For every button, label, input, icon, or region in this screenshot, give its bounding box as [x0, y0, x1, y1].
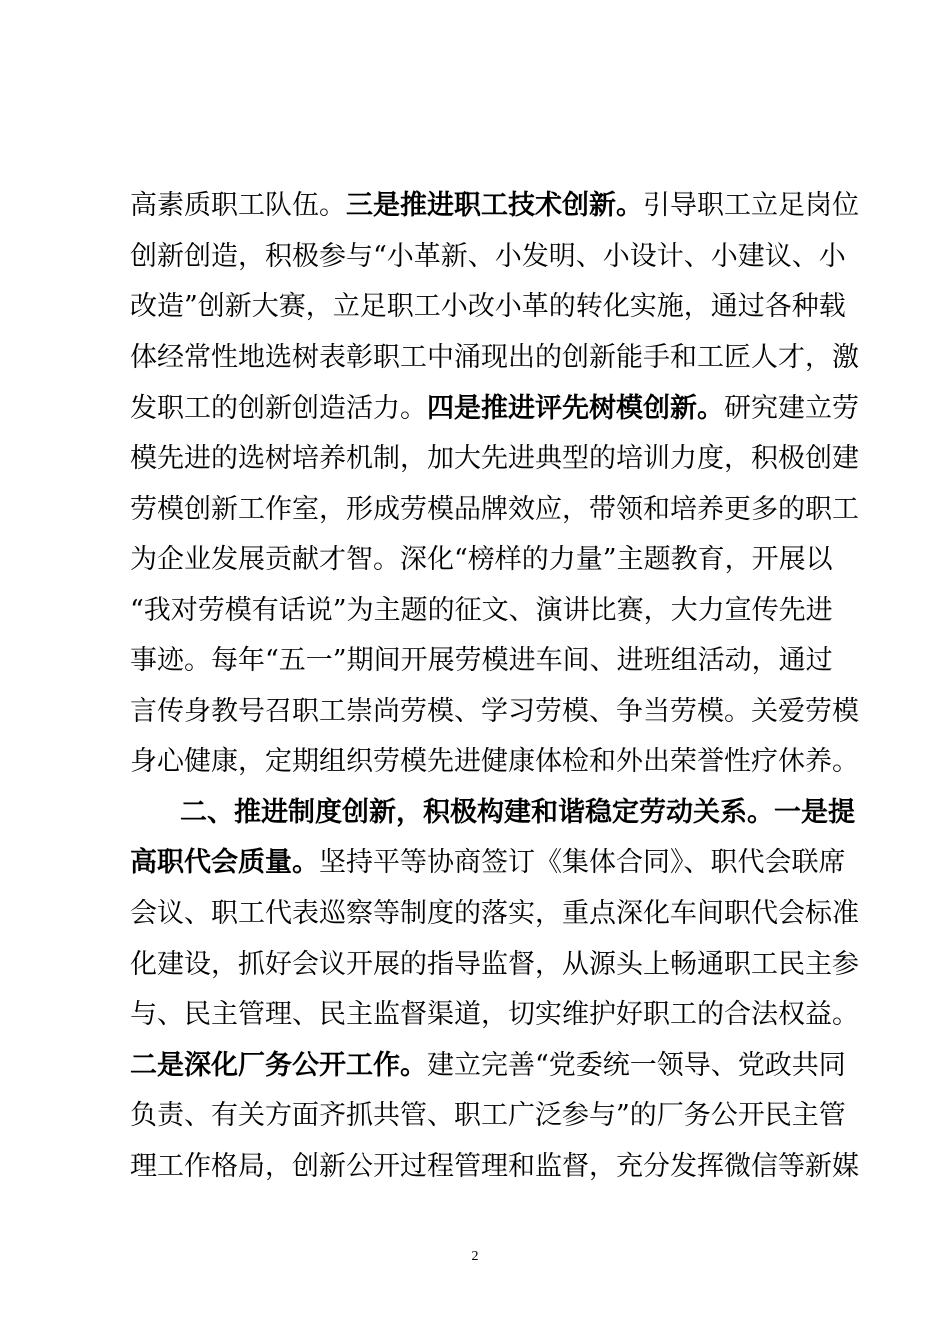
text-run: “我对劳模有话说”为主题的征文、演讲比赛，大力宣传先进: [130, 595, 833, 626]
text-line: [130, 843, 846, 883]
text-line: [130, 237, 846, 277]
text-line: [130, 389, 859, 429]
text-run: 负责、有关方面齐抓共管、职工广泛参与”的厂务公开民主管: [130, 1100, 846, 1131]
text-line: [130, 995, 859, 1035]
bold-heading-run: 二是深化厂务公开工作。: [130, 1050, 427, 1081]
text-run: 高素质职工队伍。: [130, 190, 346, 221]
text-line: [130, 490, 859, 530]
text-run: 创新创造，积极参与“小革新、小发明、小设计、小建议、小: [130, 241, 846, 272]
text-run: 理工作格局，创新公开过程管理和监督，充分发挥微信等新媒: [130, 1151, 859, 1182]
text-line: [130, 439, 859, 479]
page-number: 2: [471, 1249, 479, 1264]
text-run: 改造”创新大赛，立足职工小改小革的转化实施，通过各种载: [130, 291, 846, 322]
text-run: 劳模创新工作室，形成劳模品牌效应，带领和培养更多的职工: [130, 494, 859, 525]
text-line: [130, 692, 859, 732]
text-line: [130, 945, 859, 985]
section-heading: 二、推进制度创新，积极构建和谐稳定劳动关系。一是提: [180, 797, 855, 828]
text-run: 事迹。每年“五一”期间开展劳模进车间、进班组活动，通过: [130, 645, 833, 676]
bold-heading-run: 高职代会质量。: [130, 847, 319, 878]
text-line: [130, 186, 859, 226]
text-run: 身心健康，定期组织劳模先进健康体检和外出荣誉性疗休养。: [130, 746, 859, 777]
text-run: 引导职工立足岗位: [643, 190, 859, 221]
text-run: 模先进的选树培养机制，加大先进典型的培训力度，积极创建: [130, 443, 859, 474]
text-run: 与、民主管理、民主监督渠道，切实维护好职工的合法权益。: [130, 999, 859, 1030]
text-line: [130, 894, 859, 934]
text-run: 建立完善“党委统一领导、党政共同: [427, 1050, 846, 1081]
text-run: 发职工的创新创造活力。: [130, 393, 427, 424]
text-line: [130, 1096, 846, 1136]
text-run: 研究建立劳: [724, 393, 859, 424]
text-line: [130, 1147, 859, 1187]
text-line: [130, 641, 833, 681]
text-run: 言传身教号召职工崇尚劳模、学习劳模、争当劳模。关爱劳模: [130, 696, 859, 727]
text-line: [130, 1046, 846, 1086]
text-run: 会议、职工代表巡察等制度的落实，重点深化车间职代会标准: [130, 898, 859, 929]
text-run: 坚持平等协商签订《集体合同》、职代会联席: [319, 847, 846, 878]
text-line: [130, 540, 833, 580]
bold-heading-run: 四是推进评先树模创新。: [427, 393, 724, 424]
text-run: 体经常性地选树表彰职工中涌现出的创新能手和工匠人才，激: [130, 342, 859, 373]
section-heading-line: [180, 793, 855, 833]
text-line: [130, 338, 859, 378]
text-line: [130, 742, 859, 782]
text-line: [130, 287, 846, 327]
text-run: 为企业发展贡献才智。深化“榜样的力量”主题教育，开展以: [130, 544, 833, 575]
text-line: [130, 591, 833, 631]
bold-heading-run: 三是推进职工技术创新。: [346, 190, 643, 221]
text-run: 化建设，抓好会议开展的指导监督，从源头上畅通职工民主参: [130, 949, 859, 980]
